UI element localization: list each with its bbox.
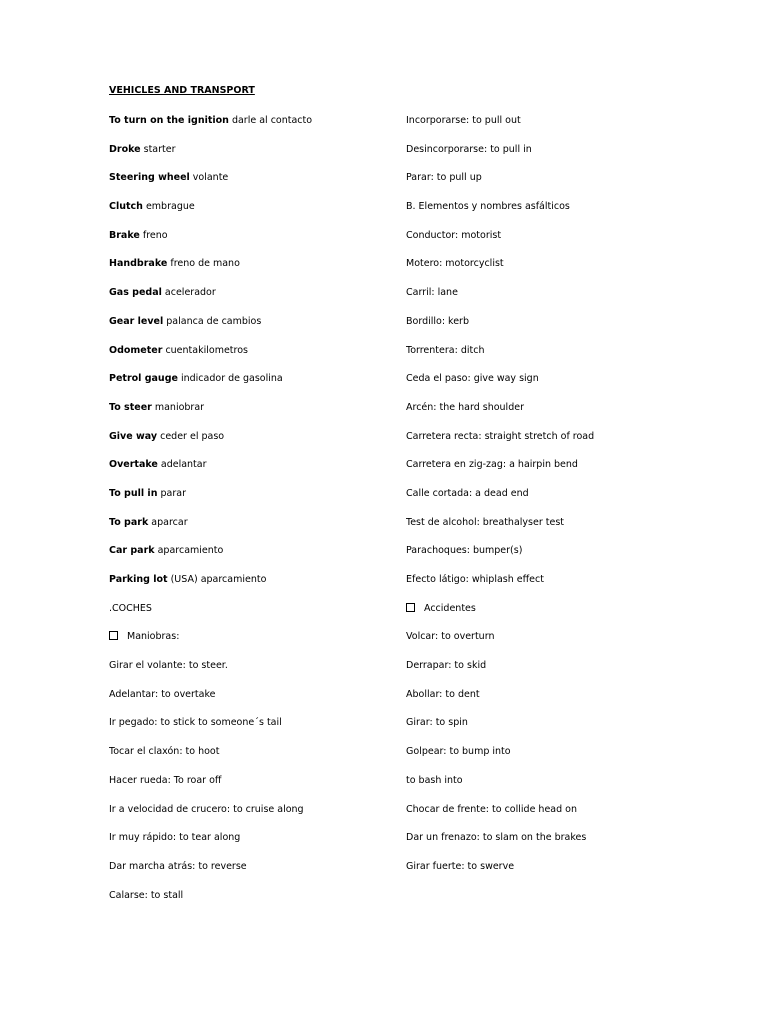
english-term: Parking lot (109, 574, 168, 585)
entry-text: Carretera recta: straight stretch of road (406, 430, 595, 442)
entry-text: starter (140, 143, 176, 155)
entry-text: Chocar de frente: to collide head on (406, 803, 578, 815)
english-term: Gear level (109, 315, 164, 327)
entry-text: Conductor: motorist (406, 229, 502, 241)
entry-text: (USA) aparcamiento (167, 574, 267, 585)
english-term: Odometer (109, 344, 163, 356)
checkbox-square-icon (406, 603, 415, 612)
entry-text: Hacer rueda: To roar off (109, 774, 222, 786)
entry-text: Parar: to pull up (406, 172, 482, 184)
entry-text: freno de mano (167, 258, 240, 270)
entry-text: Dar marcha atrás: to reverse (109, 860, 247, 872)
vocabulary-entry (109, 429, 394, 458)
entry-text: Dar un frenazo: to slam on the brakes (406, 832, 587, 844)
entry-text: embrague (142, 201, 195, 213)
vocabulary-entry (406, 515, 706, 544)
vocabulary-entry (109, 457, 394, 486)
entry-text: Calarse: to stall (109, 889, 184, 901)
entry-text: cuentakilometros (162, 344, 248, 356)
entry-text: Adelantar: to overtake (109, 688, 216, 700)
entry-text: volante (189, 172, 229, 184)
english-term: To pull in (109, 487, 158, 499)
entry-text: acelerador (161, 287, 216, 299)
entry-text: parar (157, 487, 186, 499)
english-term: Gas pedal (109, 287, 162, 299)
entry-text: Incorporarse: to pull out (406, 115, 521, 126)
checkbox-square-icon (109, 631, 118, 640)
english-term: Overtake (109, 459, 158, 471)
entry-text: aparcar (148, 516, 188, 528)
entry-text: maniobrar (151, 401, 205, 413)
entry-text: Girar fuerte: to swerve (406, 860, 515, 872)
entry-text: palanca de cambios (163, 315, 262, 327)
english-term: To turn on the ignition (109, 115, 229, 126)
entry-text: Maniobras: (127, 631, 180, 643)
entry-text: B. Elementos y nombres asfálticos (406, 201, 570, 213)
entry-text: indicador de gasolina (177, 373, 283, 385)
vocabulary-entry (406, 601, 706, 630)
english-term: Steering wheel (109, 172, 190, 184)
vocabulary-entry (406, 830, 706, 859)
vocabulary-entry (406, 658, 706, 687)
english-term: To steer (109, 401, 152, 413)
vocabulary-entry (406, 773, 706, 802)
entry-text: Ceda el paso: give way sign (406, 373, 539, 385)
vocabulary-entry (406, 629, 706, 658)
entry-text: Ir muy rápido: to tear along (109, 832, 241, 844)
vocabulary-entry (406, 543, 706, 572)
vocabulary-entry (109, 113, 394, 142)
entry-text: Calle cortada: a dead end (406, 487, 529, 499)
entry-text: Ir a velocidad de crucero: to cruise along (109, 803, 304, 815)
entry-text: Girar el volante: to steer. (109, 660, 228, 672)
vocabulary-entry (109, 371, 394, 400)
entry-text: Golpear: to bump into (406, 746, 511, 758)
entry-text: Accidentes (424, 602, 476, 614)
entry-text: Efecto látigo: whiplash effect (406, 574, 544, 585)
vocabulary-entry (406, 802, 706, 831)
vocabulary-entry (109, 629, 394, 658)
vocabulary-entry (109, 802, 394, 831)
entry-text: Parachoques: bumper(s) (406, 545, 523, 557)
entry-text: Bordillo: kerb (406, 315, 469, 327)
entry-text: Volcar: to overturn (406, 631, 495, 643)
vocabulary-entry (109, 601, 394, 630)
english-term: Petrol gauge (109, 373, 178, 385)
entry-text: Derrapar: to skid (406, 660, 487, 672)
entry-text: Motero: motorcyclist (406, 258, 504, 270)
vocabulary-entry (109, 400, 394, 429)
vocabulary-entry (109, 228, 394, 257)
entry-text: adelantar (157, 459, 207, 471)
vocabulary-entry (406, 744, 706, 773)
english-term: Handbrake (109, 258, 168, 270)
entry-text: Tocar el claxón: to hoot (109, 746, 220, 758)
english-term: Car park (109, 545, 155, 557)
english-term: Droke (109, 143, 141, 155)
entry-text: Ir pegado: to stick to someone´s tail (109, 717, 282, 729)
vocabulary-entry (109, 859, 394, 888)
entry-text: Torrentera: ditch (406, 344, 485, 356)
vocabulary-entry (406, 142, 706, 171)
vocabulary-entry (406, 859, 706, 888)
entry-text: .COCHES (109, 602, 152, 614)
vocabulary-entry (109, 314, 394, 343)
vocabulary-entry (109, 773, 394, 802)
vocabulary-entry (406, 228, 706, 257)
vocabulary-entry (109, 142, 394, 171)
entry-text: Girar: to spin (406, 717, 468, 729)
entry-text: Carretera en zig-zag: a hairpin bend (406, 459, 578, 471)
left-vocabulary-column (109, 113, 394, 916)
entry-text: Arcén: the hard shoulder (406, 401, 524, 413)
vocabulary-entry (109, 888, 394, 917)
vocabulary-entry (109, 285, 394, 314)
vocabulary-entry (406, 314, 706, 343)
english-term: Clutch (109, 201, 143, 213)
vocabulary-entry (406, 572, 706, 601)
vocabulary-entry (109, 543, 394, 572)
vocabulary-entry (109, 715, 394, 744)
vocabulary-entry (406, 715, 706, 744)
entry-text: Abollar: to dent (406, 688, 480, 700)
english-term: Brake (109, 229, 140, 241)
vocabulary-entry (406, 486, 706, 515)
vocabulary-entry (406, 285, 706, 314)
vocabulary-entry (406, 343, 706, 372)
english-term: To park (109, 516, 149, 528)
vocabulary-entry (406, 429, 706, 458)
entry-text: darle al contacto (228, 115, 313, 126)
vocabulary-entry (406, 199, 706, 228)
entry-text: Carril: lane (406, 287, 458, 299)
vocabulary-entry (109, 199, 394, 228)
vocabulary-entry (109, 687, 394, 716)
vocabulary-entry (109, 830, 394, 859)
entry-text: Desincorporarse: to pull in (406, 143, 532, 155)
vocabulary-entry (406, 687, 706, 716)
entry-text: to bash into (406, 774, 463, 786)
vocabulary-entry (109, 343, 394, 372)
vocabulary-entry (109, 572, 394, 601)
vocabulary-entry (109, 486, 394, 515)
entry-text: aparcamiento (154, 545, 224, 557)
entry-text: freno (139, 229, 168, 241)
vocabulary-entry (406, 457, 706, 486)
right-vocabulary-column (406, 113, 706, 888)
entry-text: Test de alcohol: breathalyser test (406, 516, 564, 528)
entry-text: ceder el paso (157, 430, 225, 442)
vocabulary-entry (109, 256, 394, 285)
vocabulary-entry (406, 371, 706, 400)
vocabulary-entry (406, 400, 706, 429)
vocabulary-entry (109, 744, 394, 773)
english-term: Give way (109, 430, 158, 442)
vocabulary-entry (109, 658, 394, 687)
vocabulary-entry (406, 256, 706, 285)
vocabulary-entry (406, 170, 706, 199)
vocabulary-entry (406, 113, 706, 142)
vocabulary-entry (109, 515, 394, 544)
vocabulary-entry (109, 170, 394, 199)
page-title: VEHICLES AND TRANSPORT (109, 85, 255, 96)
